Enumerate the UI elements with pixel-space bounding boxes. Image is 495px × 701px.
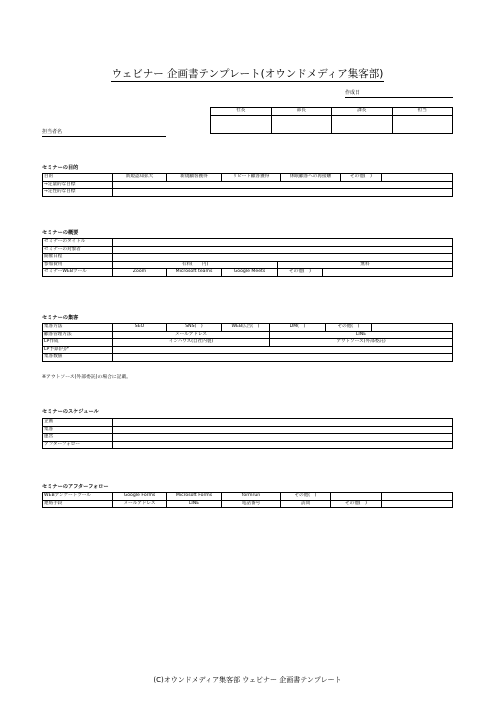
option-cell[interactable]: その他( ) [281,493,331,501]
input-cell[interactable] [113,346,453,354]
label-cell: →定性的な目標 [43,189,113,197]
label-cell: 開催日程 [43,254,113,262]
label-cell: LP予算(円)* [43,346,113,354]
label-cell: 顧客管理方法 [43,331,113,339]
label-cell: →定量的な目標 [43,181,113,189]
input-cell[interactable] [113,239,453,247]
label-cell: 企画 [43,419,113,427]
section-heading-attract: セミナーの集客 [42,315,79,321]
document-title: ウェビナー 企画書テンプレート(オウンドメディア集客部) [111,68,384,80]
input-cell[interactable] [113,254,453,262]
blank-cell[interactable] [382,493,453,501]
approval-staff: 担当 [392,108,453,116]
person-in-charge-label: 担当者名 [42,128,166,137]
option-cell[interactable]: その他( ) [278,269,323,277]
label-cell: セミナーWEBツール [43,269,113,277]
section-heading-followup: セミナーのアフターフォロー [42,484,109,490]
label-cell: セミナーの対象者 [43,246,113,254]
schedule-table [42,418,453,449]
input-cell[interactable] [113,419,453,427]
option-cell[interactable]: 新規顧客獲得 [167,174,222,182]
option-cell[interactable]: Microsoft teams [167,269,222,277]
label-cell: 集客 [43,426,113,434]
option-cell[interactable]: その他( ) [331,500,382,508]
input-cell[interactable] [113,354,453,362]
option-cell[interactable]: 無料 [278,261,453,269]
option-cell[interactable]: SEO [113,324,167,332]
label-cell: LP作成 [43,339,113,347]
option-cell[interactable]: Google Forms [113,493,167,501]
option-cell[interactable]: メールアドレス [113,331,270,339]
option-cell[interactable]: その他( ) [341,174,382,182]
option-cell[interactable]: 有料( 円) [113,261,278,269]
option-cell[interactable]: 訪問 [281,500,331,508]
input-cell[interactable] [113,441,453,449]
blank-cell[interactable] [372,324,453,332]
stamp-cell[interactable] [211,116,272,134]
label-cell: 集客方法 [43,324,113,332]
label-cell: セミナーのタイトル [43,239,113,247]
purpose-table [42,173,453,197]
input-cell[interactable] [113,426,453,434]
option-cell[interactable]: Microsoft Forms [167,493,222,501]
blank-cell[interactable] [382,174,453,182]
approval-director: 部長 [271,108,332,116]
label-cell: 目的 [43,174,113,182]
option-cell[interactable]: メールアドレス [113,500,167,508]
input-cell[interactable] [113,181,453,189]
option-cell[interactable]: formrun [222,493,281,501]
option-cell[interactable]: インハウス(自社内製) [113,339,270,347]
section-heading-schedule: セミナーのスケジュール [42,409,99,415]
option-cell[interactable]: Google Meets [222,269,278,277]
option-cell[interactable]: リピート顧客獲得 [222,174,281,182]
footer-copyright: (C)オウンドメディア集客部 ウェビナー 企画書テンプレート [153,676,342,684]
option-cell[interactable]: アウトソース(外部委託) [270,339,453,347]
option-cell[interactable]: Zoom [113,269,167,277]
approval-president: 社長 [211,108,272,116]
approval-table [210,107,453,134]
created-date-label: 作成日 [345,89,453,98]
section-heading-purpose: セミナーの目的 [42,165,79,171]
label-cell: 集客数値 [43,354,113,362]
option-cell[interactable]: 電話番号 [222,500,281,508]
option-cell[interactable]: LINE [167,500,222,508]
attract-table [42,323,453,362]
overview-table [42,238,453,277]
blank-cell[interactable] [323,269,453,277]
option-cell[interactable]: 新規認知拡大 [113,174,167,182]
label-cell: アフターフォロー [43,441,113,449]
option-cell[interactable]: WEB広告( ) [222,324,270,332]
input-cell[interactable] [113,246,453,254]
outsource-note: ※アウトソース(外部委託)の場合に記載。 [42,375,132,380]
followup-table [42,492,453,508]
option-cell[interactable]: LINE [270,331,453,339]
label-cell: 参加費用 [43,261,113,269]
label-cell: 運営 [43,434,113,442]
stamp-cell[interactable] [332,116,393,134]
input-cell[interactable] [113,189,453,197]
option-cell[interactable]: SNS( ) [167,324,222,332]
section-heading-overview: セミナーの概要 [42,230,79,236]
blank-cell[interactable] [331,493,382,501]
option-cell[interactable]: その他( ) [326,324,372,332]
input-cell[interactable] [113,434,453,442]
blank-cell[interactable] [382,500,453,508]
label-cell: 連絡手段 [43,500,113,508]
option-cell[interactable]: 休眠顧客への再接触 [281,174,341,182]
approval-manager: 課長 [332,108,393,116]
stamp-cell[interactable] [392,116,453,134]
stamp-cell[interactable] [271,116,332,134]
option-cell[interactable]: DM( ) [270,324,326,332]
label-cell: WEBアンケートツール [43,493,113,501]
